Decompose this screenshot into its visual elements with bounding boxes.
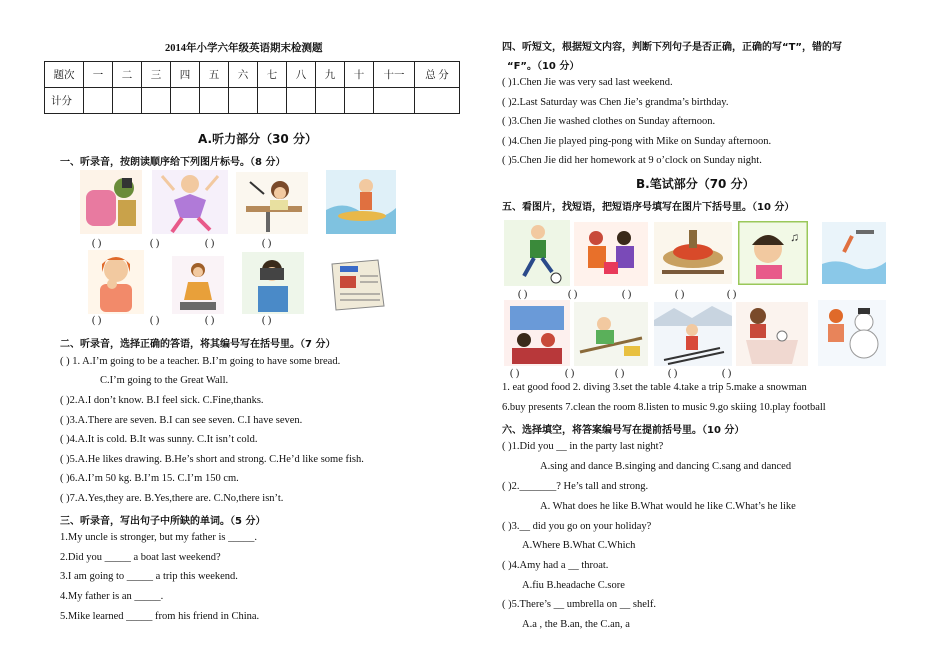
- score-cell: 十: [345, 62, 374, 88]
- question-line: ( )2.A.I don’t know. B.I feel sick. C.Fine,thanks.: [60, 395, 264, 406]
- answer-paren[interactable]: ( ): [92, 238, 102, 249]
- picture-girl-music: [738, 221, 808, 285]
- answer-paren[interactable]: ( ): [722, 368, 732, 379]
- picture-diving: [822, 222, 886, 284]
- score-input-cell[interactable]: [374, 88, 415, 114]
- answer-paren[interactable]: ( ): [510, 368, 520, 379]
- score-input-cell[interactable]: [229, 88, 258, 114]
- question-line: ( )5.A.He likes drawing. B.He’s short and strong. C.He’d like some fish.: [60, 454, 364, 465]
- section-1-heading: 一、听录音，按朗读顺序给下列图片标号。（8 分）: [60, 157, 286, 168]
- picture-skiing: [654, 302, 732, 366]
- score-input-cell[interactable]: [84, 88, 113, 114]
- question-line: ( )1.Did you __ in the party last night?: [502, 441, 664, 452]
- option-line: A.sing and dance B.singing and dancing C.sang and danced: [540, 461, 792, 472]
- section-6-heading: 六、选择填空，将答案编号写在提前括号里。（10 分）: [502, 425, 745, 436]
- score-cell: 一: [84, 62, 113, 88]
- picture-shopping-presents: [574, 222, 648, 286]
- score-input-cell[interactable]: [345, 88, 374, 114]
- score-cell: 七: [258, 62, 287, 88]
- question-line: 5.Mike learned _____ from his friend in China.: [60, 611, 260, 622]
- option-line: A. What does he like B.What would he like C.What’s he like: [540, 501, 796, 512]
- question-line: ( )5.There’s __ umbrella on __ shelf.: [502, 599, 656, 610]
- question-line: ( )3.Chen Jie washed clothes on Sunday afternoon.: [502, 116, 716, 127]
- question-line: ( )4.Chen Jie played ping-pong with Mike on Sunday afternoon.: [502, 136, 772, 147]
- picture-snowman: [818, 300, 886, 366]
- score-cell: 总 分: [415, 62, 460, 88]
- question-line: ( )4.Amy had a __ throat.: [502, 560, 609, 571]
- picture-boy-camera: [242, 252, 304, 314]
- score-cell: 六: [229, 62, 258, 88]
- answer-paren[interactable]: ( ): [675, 289, 685, 300]
- question-line: 4.My father is an _____.: [60, 591, 164, 602]
- question-line: ( )4.A.It is cold. B.It was sunny. C.It isn’t cold.: [60, 434, 258, 445]
- score-cell: 二: [113, 62, 142, 88]
- picture-clean-room: [574, 302, 648, 366]
- answer-paren[interactable]: ( ): [615, 368, 625, 379]
- score-cell: 五: [200, 62, 229, 88]
- score-input-cell[interactable]: [258, 88, 287, 114]
- question-line: 2.Did you _____ a boat last weekend?: [60, 552, 221, 563]
- section-4-heading: 四、听短文，根据短文内容，判断下列句子是否正确，正确的写“T”，错的写: [502, 42, 842, 53]
- picture-girl-jumping: [152, 170, 228, 234]
- score-table-score-row: [45, 88, 460, 114]
- score-table: [44, 61, 460, 114]
- picture-newspaper: [326, 256, 390, 314]
- score-input-cell[interactable]: [142, 88, 171, 114]
- question-line: ( )3.A.There are seven. B.I can see seven. C.I have seven.: [60, 415, 303, 426]
- section-5-heading: 五、看图片，找短语，把短语序号填写在图片下括号里。（10 分）: [502, 202, 795, 213]
- section-4-heading-cont: “F”。（10 分）: [507, 61, 580, 72]
- section-2-heading: 二、听录音，选择正确的答语，将其编号写在括号里。（7 分）: [60, 339, 336, 350]
- question-line: ( )5.Chen Jie did her homework at 9 o’clock on Sunday night.: [502, 155, 762, 166]
- question-line: ( ) 1. A.I’m going to be a teacher. B.I’m going to have some bread.: [60, 356, 341, 367]
- question-line: ( )3.__ did you go on your holiday?: [502, 521, 652, 532]
- question-line: ( )7.A.Yes,they are. B.Yes,there are. C.No,there isn’t.: [60, 493, 284, 504]
- question-line: ( )6.A.I’m 50 kg. B.I’m 15. C.I’m 150 cm.: [60, 473, 239, 484]
- answer-paren[interactable]: ( ): [205, 238, 215, 249]
- picture-family-trip: [504, 300, 570, 366]
- picture-hotpot-food: [654, 222, 732, 284]
- option-line: A.fiu B.headache C.sore: [522, 580, 625, 591]
- answer-paren[interactable]: ( ): [150, 238, 160, 249]
- answer-paren[interactable]: ( ): [565, 368, 575, 379]
- section-3-heading: 三、听录音，写出句子中所缺的单词。（5 分）: [60, 516, 266, 527]
- answer-paren[interactable]: ( ): [262, 238, 272, 249]
- picture-girl-dancing: [172, 256, 224, 314]
- score-cell: 八: [287, 62, 316, 88]
- part-b-heading: B.笔试部分（70 分）: [636, 177, 755, 191]
- score-input-cell[interactable]: [287, 88, 316, 114]
- answer-paren[interactable]: ( ): [668, 368, 678, 379]
- score-table-header-row: [45, 62, 460, 88]
- answer-paren[interactable]: ( ): [622, 289, 632, 300]
- question-line: ( )1.Chen Jie was very sad last weekend.: [502, 77, 673, 88]
- score-cell: 题次: [45, 62, 84, 88]
- answer-paren[interactable]: ( ): [150, 315, 160, 326]
- score-input-cell[interactable]: [415, 88, 460, 114]
- score-row-label: 计分: [45, 88, 84, 114]
- score-cell: 十一: [374, 62, 415, 88]
- score-input-cell[interactable]: [200, 88, 229, 114]
- question-line: 3.I am going to _____ a trip this weekend.: [60, 571, 238, 582]
- score-input-cell[interactable]: [171, 88, 200, 114]
- answer-paren[interactable]: ( ): [205, 315, 215, 326]
- score-cell: 四: [171, 62, 200, 88]
- picture-set-table: [736, 302, 808, 366]
- score-input-cell[interactable]: [316, 88, 345, 114]
- score-cell: 三: [142, 62, 171, 88]
- answer-paren[interactable]: ( ): [262, 315, 272, 326]
- question-line: ( )2.Last Saturday was Chen Jie’s grandma’s birthday.: [502, 97, 729, 108]
- answer-paren[interactable]: ( ): [568, 289, 578, 300]
- option-line: A.a , the B.an, the C.an, a: [522, 619, 630, 630]
- picture-girl-telephone: [80, 170, 142, 234]
- score-input-cell[interactable]: [113, 88, 142, 114]
- question-line: ( )2._______? He’s tall and strong.: [502, 481, 649, 492]
- phrase-list: 1. eat good food 2. diving 3.set the table 4.take a trip 5.make a snowman: [502, 382, 807, 393]
- score-cell: 九: [316, 62, 345, 88]
- answer-paren[interactable]: ( ): [92, 315, 102, 326]
- question-line: 1.My uncle is stronger, but my father is _____.: [60, 532, 258, 543]
- picture-girl-reading-desk: [236, 172, 308, 234]
- picture-girl-sick: [88, 250, 144, 314]
- answer-paren[interactable]: ( ): [727, 289, 737, 300]
- svg-text:♫: ♫: [790, 230, 799, 244]
- answer-paren[interactable]: ( ): [518, 289, 528, 300]
- question-line: C.I’m going to the Great Wall.: [100, 375, 229, 386]
- exam-title: 2014年小学六年级英语期末检测题: [165, 43, 323, 54]
- option-line: A.Where B.What C.Which: [522, 540, 636, 551]
- picture-boy-football: [504, 220, 570, 286]
- part-a-heading: A.听力部分（30 分）: [198, 132, 317, 146]
- picture-boy-surfing: [326, 170, 396, 234]
- phrase-list: 6.buy presents 7.clean the room 8.listen to music 9.go skiing 10.play football: [502, 402, 826, 413]
